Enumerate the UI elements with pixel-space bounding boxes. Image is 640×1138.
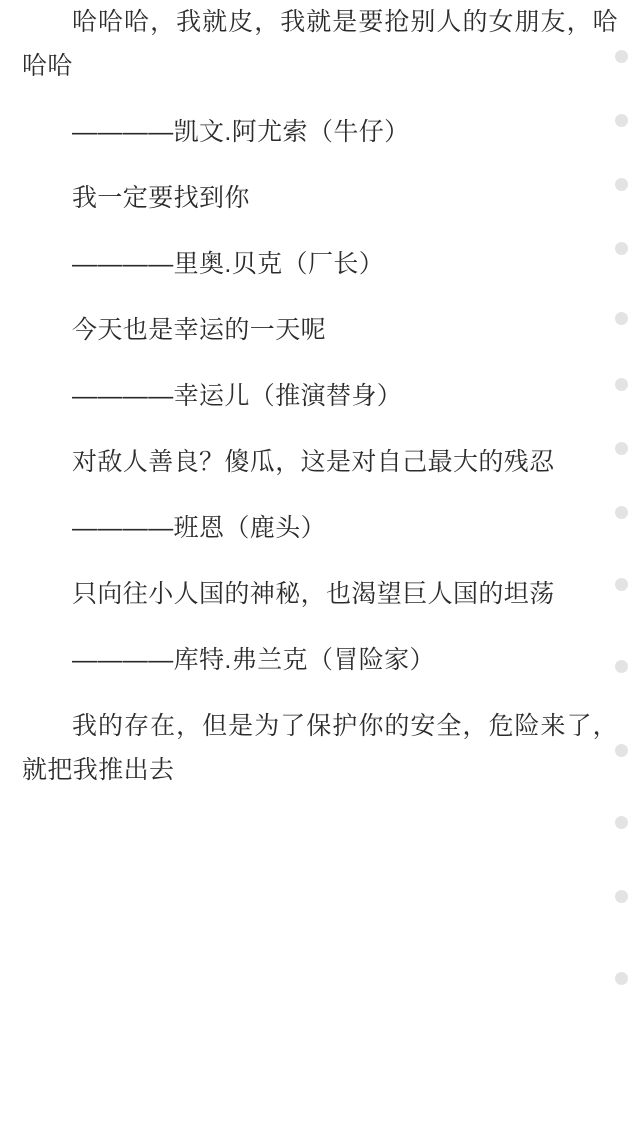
scroll-dot xyxy=(615,890,628,903)
quote-text: 我的存在，但是为了保护你的安全，危险来了，就把我推出去 xyxy=(22,712,618,784)
quote-text: 哈哈哈，我就皮，我就是要抢别人的女朋友，哈哈哈 xyxy=(22,8,618,80)
quote-attribution: ————里奥.贝克（厂长） xyxy=(72,250,385,278)
quote-attribution: ————班恩（鹿头） xyxy=(72,514,327,542)
quote-attribution: ————库特.弗兰克（冒险家） xyxy=(72,646,435,674)
scroll-dot xyxy=(615,816,628,829)
quote-text: 今天也是幸运的一天呢 xyxy=(72,316,327,344)
quote-attribution: ————凯文.阿尤索（牛仔） xyxy=(72,118,410,146)
quote-attribution: ————幸运儿（推演替身） xyxy=(72,382,403,410)
quote-text: 只向往小人国的神秘，也渴望巨人国的坦荡 xyxy=(72,580,555,608)
quote-text: 我一定要找到你 xyxy=(72,184,250,212)
scroll-dot xyxy=(615,972,628,985)
quote-text: 对敌人善良？傻瓜，这是对自己最大的残忍 xyxy=(72,448,555,476)
article-body xyxy=(22,0,618,792)
